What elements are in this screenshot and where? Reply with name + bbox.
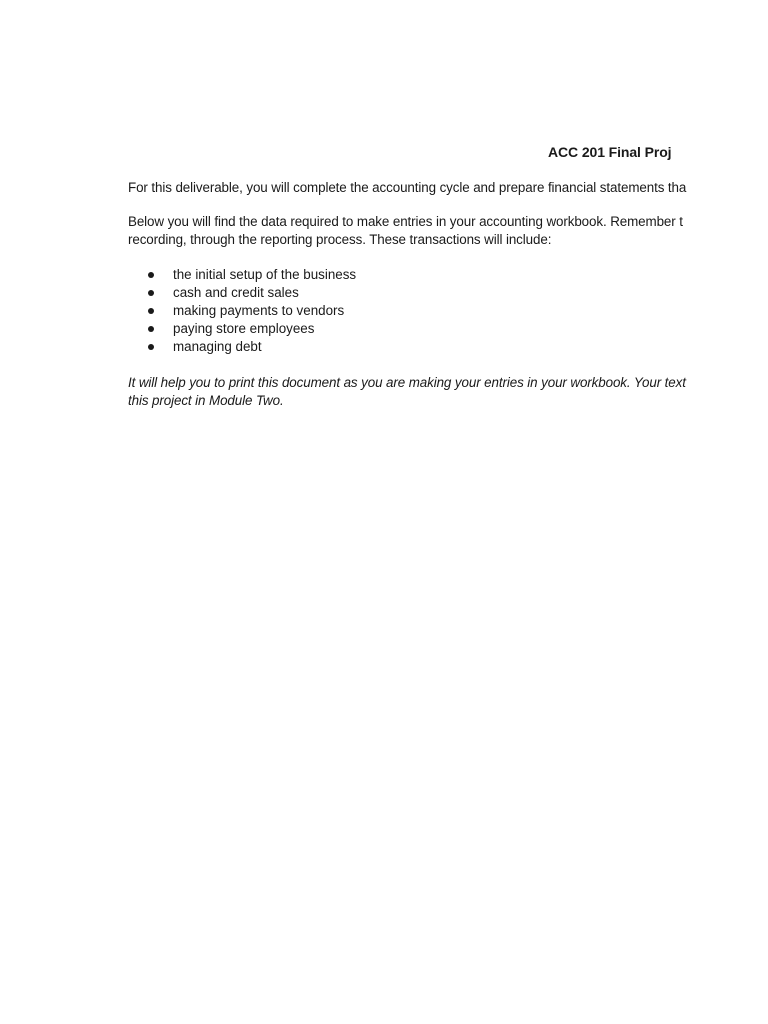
paragraph-data-info-line-2: recording, through the reporting process. These transactions will include: [128, 232, 552, 247]
bullet-icon [148, 308, 154, 314]
bullet-icon [148, 290, 154, 296]
document-title: ACC 201 Final Proj [548, 144, 672, 160]
list-item [128, 302, 356, 320]
list-item [128, 338, 356, 356]
bullet-icon [148, 344, 154, 350]
list-item [128, 284, 356, 302]
paragraph-intro [128, 179, 686, 197]
paragraph-print-tip [128, 374, 686, 410]
list-item [128, 320, 356, 338]
list-item-text: making payments to vendors [173, 303, 345, 318]
transaction-bullet-list [128, 266, 356, 356]
list-item-text: cash and credit sales [173, 285, 299, 300]
paragraph-print-tip-line-2: this project in Module Two. [128, 393, 284, 408]
document-content [128, 0, 768, 1024]
bullet-icon [148, 272, 154, 278]
paragraph-data-info [128, 213, 683, 249]
paragraph-intro-line: For this deliverable, you will complete the accounting cycle and prepare financial statements tha [128, 180, 687, 195]
list-item [128, 266, 356, 284]
list-item-text: the initial setup of the business [173, 267, 357, 282]
paragraph-print-tip-line-1: It will help you to print this document as you are making your entries in your workbook. Your text [128, 375, 686, 390]
list-item-text: managing debt [173, 339, 262, 354]
bullet-icon [148, 326, 154, 332]
list-item-text: paying store employees [173, 321, 315, 336]
paragraph-data-info-line-1: Below you will find the data required to make entries in your accounting workbook. Remember t [128, 214, 683, 229]
